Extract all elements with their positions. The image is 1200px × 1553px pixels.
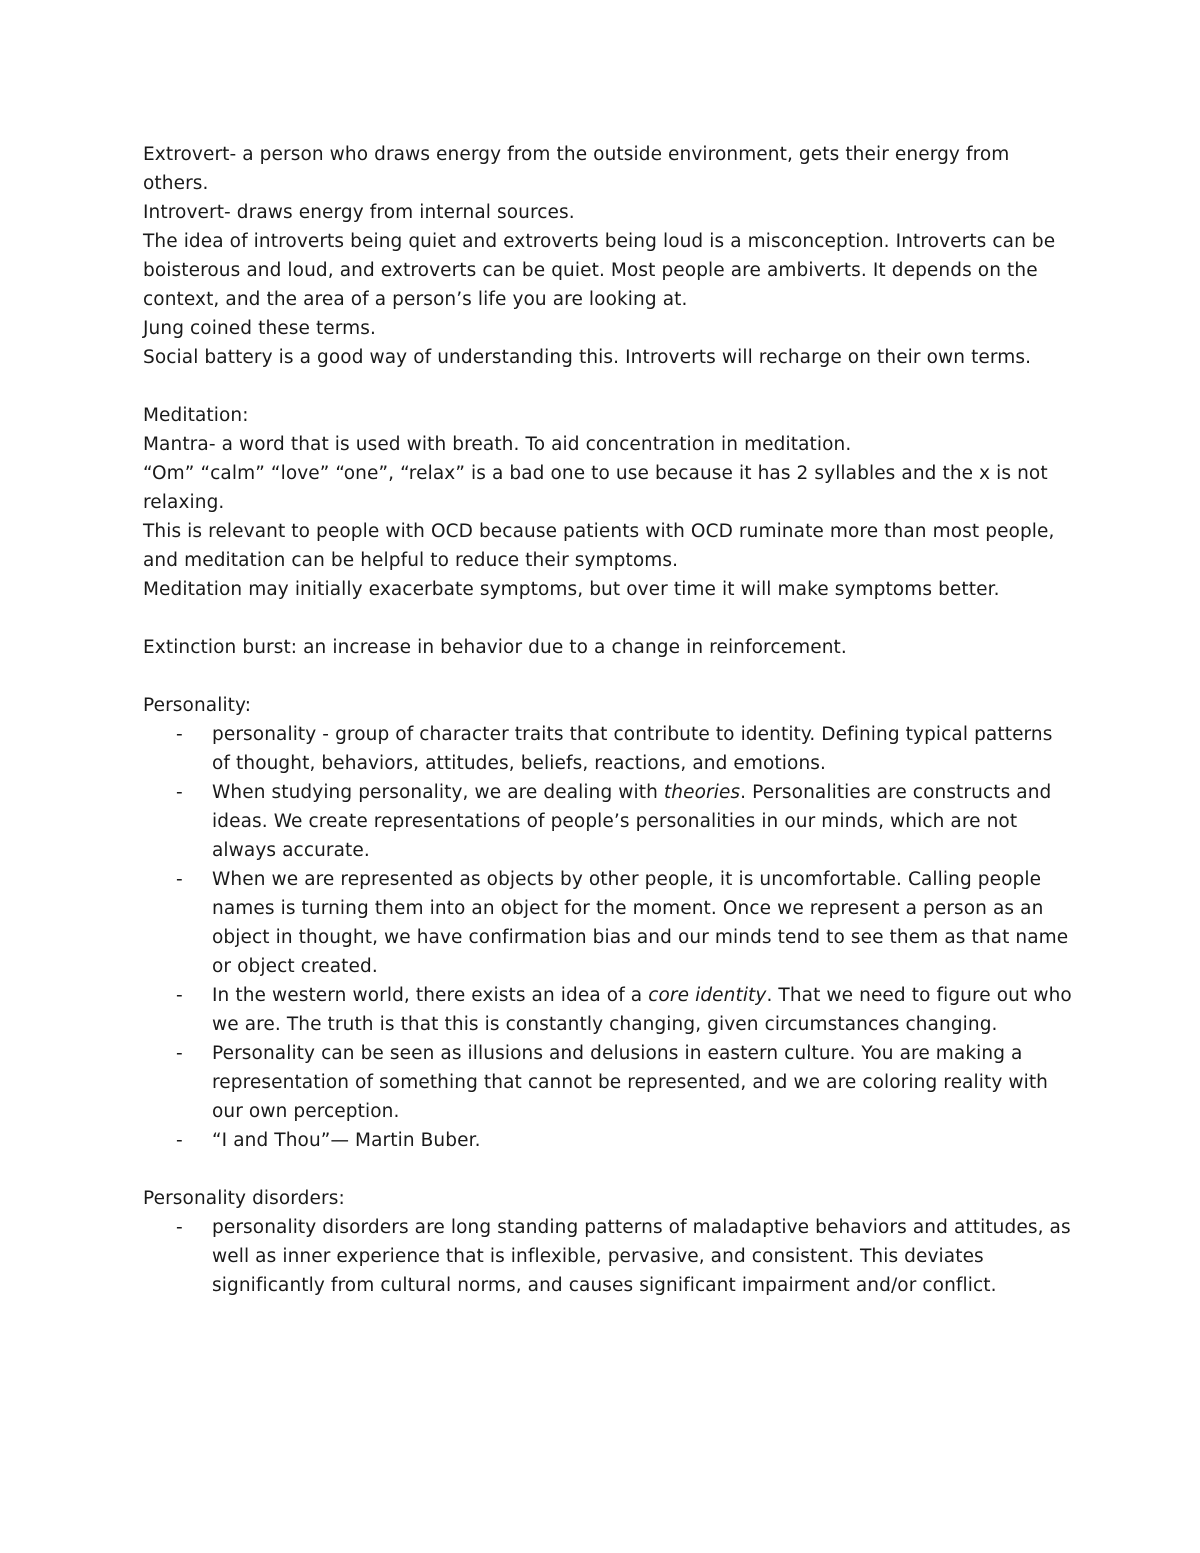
emphasis-theories: theories	[663, 782, 741, 803]
social-battery-note: Social battery is a good way of understanding this. Introverts will recharge on their own terms.	[143, 347, 1032, 368]
meditation-heading: Meditation:	[143, 405, 249, 426]
jung-note: Jung coined these terms.	[143, 318, 377, 339]
document-body	[143, 140, 1073, 1300]
emphasis-core-identity: core identity	[648, 985, 767, 1006]
personality-disorders-heading: Personality disorders:	[143, 1188, 345, 1209]
dash-bullet: -	[176, 1130, 183, 1151]
misconception-paragraph: The idea of introverts being quiet and extroverts being loud is a misconception. Introverts can be boisterous and loud, and extroverts can be quiet. Most people are ambiverts. It depends on the context, and the area of a person’s life you are looking at.	[143, 231, 1056, 310]
list-item	[143, 865, 1073, 981]
personality-heading: Personality:	[143, 695, 252, 716]
list-item-text: When we are represented as objects by other people, it is uncomfortable. Calling people names is turning them into an object for the moment. Once we represent a person as an object in thought, we have confirmation bias and our minds tend to see them as that name or object created.	[212, 869, 1069, 977]
personality-disorders-list	[143, 1213, 1073, 1300]
extrovert-definition: Extrovert- a person who draws energy from the outside environment, gets their energy from others.	[143, 144, 1010, 194]
mantra-examples: “Om” “calm” “love” “one”, “relax” is a bad one to use because it has 2 syllables and the x is not relaxing.	[143, 463, 1048, 513]
dash-bullet: -	[176, 1043, 183, 1064]
list-item-text: When studying personality, we are dealing with	[212, 782, 664, 803]
list-item-text: . Personalities are constructs and ideas. We create representations of people’s personalities in our minds, which are not always accurate.	[212, 782, 1052, 861]
ocd-relevance: This is relevant to people with OCD because patients with OCD ruminate more than most people, and meditation can be helpful to reduce their symptoms.	[143, 521, 1055, 571]
list-item-text: personality - group of character traits that contribute to identity. Defining typical patterns of thought, behaviors, attitudes, beliefs, reactions, and emotions.	[212, 724, 1053, 774]
introvert-definition: Introvert- draws energy from internal sources.	[143, 202, 575, 223]
spacer	[143, 372, 1073, 401]
dash-bullet: -	[176, 869, 183, 890]
list-item	[143, 1126, 1073, 1155]
list-item-text: . That we need to figure out who we are. The truth is that this is constantly changing, given circumstances changing.	[212, 985, 1072, 1035]
list-item	[143, 1213, 1073, 1300]
meditation-symptoms-note: Meditation may initially exacerbate symptoms, but over time it will make symptoms better.	[143, 579, 1000, 600]
extinction-burst-definition: Extinction burst: an increase in behavior due to a change in reinforcement.	[143, 637, 847, 658]
list-item	[143, 1039, 1073, 1126]
dash-bullet: -	[176, 985, 183, 1006]
dash-bullet: -	[176, 1217, 183, 1238]
dash-bullet: -	[176, 724, 183, 745]
personality-list	[143, 720, 1073, 1155]
list-item	[143, 778, 1073, 865]
dash-bullet: -	[176, 782, 183, 803]
spacer	[143, 604, 1073, 633]
list-item-text: Personality can be seen as illusions and delusions in eastern culture. You are making a representation of something that cannot be represented, and we are coloring reality with our own perception.	[212, 1043, 1049, 1122]
list-item	[143, 981, 1073, 1039]
list-item-text: “I and Thou”— Martin Buber.	[212, 1130, 481, 1151]
list-item	[143, 720, 1073, 778]
mantra-definition: Mantra- a word that is used with breath. To aid concentration in meditation.	[143, 434, 852, 455]
spacer	[143, 662, 1073, 691]
list-item-text: In the western world, there exists an idea of a	[212, 985, 649, 1006]
spacer	[143, 1155, 1073, 1184]
list-item-text: personality disorders are long standing patterns of maladaptive behaviors and attitudes, as well as inner experience that is inflexible, pervasive, and consistent. This deviates significantly from cultural norms, and causes significant impairment and/or conflict.	[212, 1217, 1071, 1296]
